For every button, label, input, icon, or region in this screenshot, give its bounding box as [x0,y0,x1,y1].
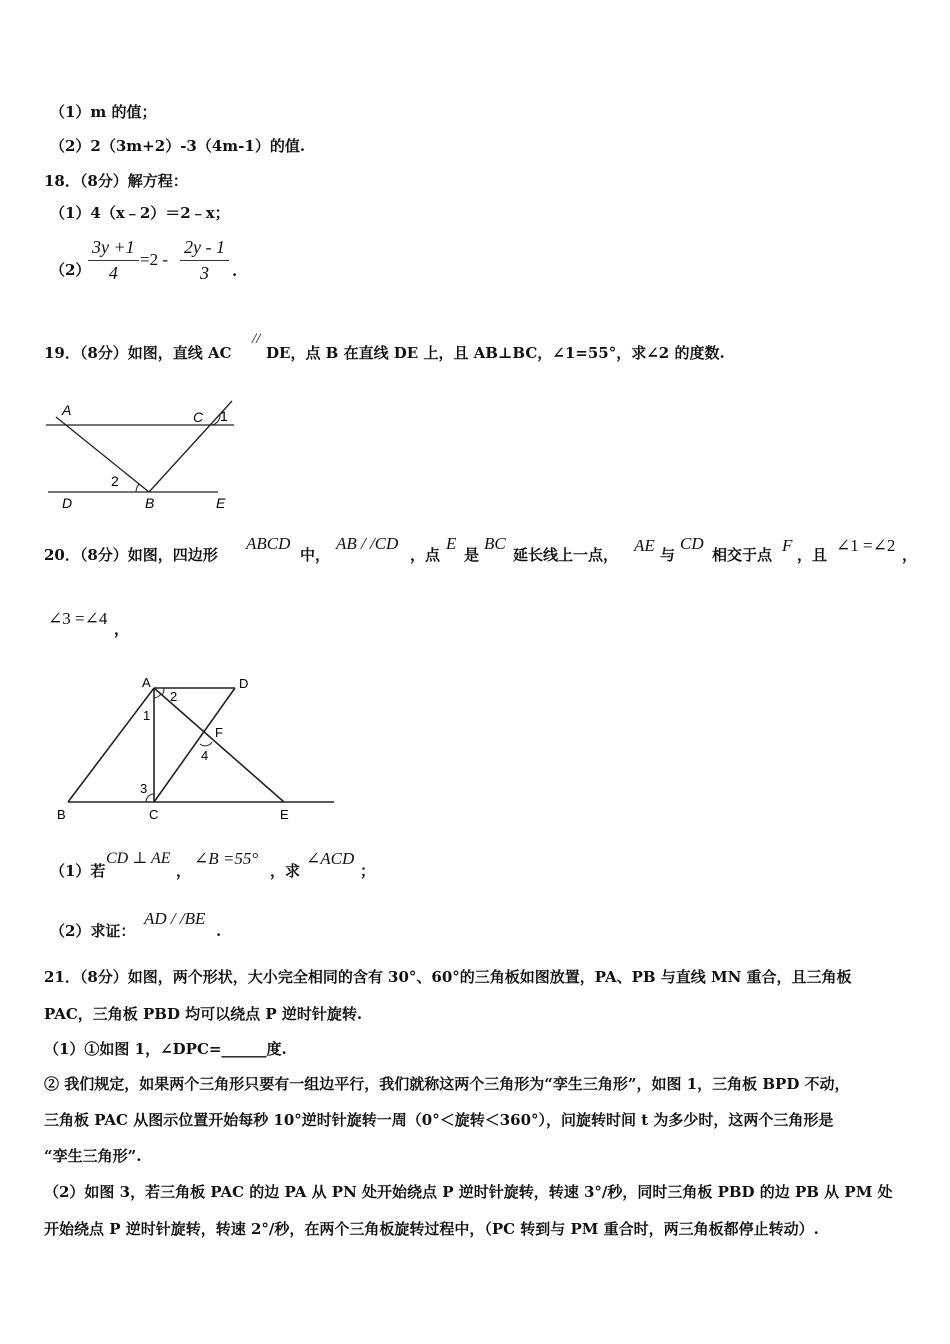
label-angle-2: 2 [170,689,178,704]
label-angle-3: 3 [140,781,148,796]
q20-zhong: 中， [300,546,331,564]
q20-ae: AE [634,536,655,555]
q20-ab-parallel-cd: AB / /CD [336,534,399,553]
segment-ae [154,688,284,802]
label-b: B [57,807,66,822]
label-e: E [280,807,289,822]
q21-line8: 开始绕点 P 逆时针旋转，转速 2°/秒，在两个三角板旋转过程中，（PC 转到与 PM 重合时，两三角板都停止转动）. [44,1220,819,1238]
fraction-1-numerator: 3y +1 [88,237,139,261]
label-d: D [62,495,73,511]
label-a: A [142,675,151,690]
q20-part1-qiu: ，求 [270,862,301,880]
q18-part1: （1）4（x﹣2）＝2﹣x； [50,204,230,222]
q21-line1: 21．（8分）如图，两个形状，大小完全相同的含有 30°、60°的三角板如图放置，PA、PB 与直线 MN 重合，且三角板 [44,968,852,986]
q20-part1-comma: ， [176,862,192,880]
q20-yu: 与 [660,546,676,564]
q18-equals-two-minus: =2 - [140,250,168,269]
q20-part1-cond2: ∠B =55° [194,849,259,868]
fraction-1-denominator: 4 [108,263,118,283]
label-c: C [193,409,204,425]
q20-angle12: ∠1 =∠2 [836,536,896,555]
q20-e: E [446,534,457,553]
angle-2-arc [136,484,139,492]
q21-line2: PAC，三角板 PBD 均可以绕点 P 逆时针旋转. [44,1005,363,1023]
segment-cd [154,688,235,802]
q20-xiangjiao: 相交于点 [712,546,773,564]
q21-line4: ② 我们规定，如果两个三角形只要有一组边平行，我们就称这两个三角形为“孪生三角形”，如图 1，三角板 BPD 不动， [44,1075,850,1093]
label-angle-4: 4 [201,748,209,763]
q20-f: F [782,536,793,555]
q21-line5: 三角板 PAC 从图示位置开始每秒 10°逆时针旋转一周（0°＜旋转＜360°），问旋转时间 t 为多少时，这两个三角形是 [44,1111,834,1129]
q20-part1-end: ； [360,862,376,880]
q20-part2-statement: AD / /BE [144,909,206,928]
label-angle-1: 1 [143,708,151,723]
q21-line7: （2）如图 3，若三角板 PAC 的边 PA 从 PN 处开始绕点 P 逆时针旋转，转速 3°/秒，同时三角板 PBD 的边 PB 从 PM 处 [44,1183,893,1201]
q20-figure [50,672,340,827]
q19-figure [40,395,240,515]
q20-bc: BC [484,534,506,553]
q20-qie: ，且 [797,546,828,564]
q20-comma: ， [902,546,918,564]
q19-parallel-symbol: // [252,331,261,347]
q20-abcd: ABCD [246,534,291,553]
label-d: D [239,676,249,691]
fraction-2-denominator: 3 [199,263,209,283]
label-c: C [149,807,159,822]
q21-line3: （1）①如图 1，∠DPC=______度. [44,1040,287,1058]
q20-yanchang: 延长线上一点， [513,546,619,564]
q18-period: . [232,262,238,280]
label-angle-2: 2 [111,473,119,489]
segment-ab [56,417,149,492]
q20-part1-target: ∠ACD [306,849,355,868]
label-angle-1: 1 [220,408,228,424]
angle-2-arc [162,688,164,695]
angle-1-arc [154,694,161,698]
label-e: E [216,495,226,511]
q18-title: 18．（8分）解方程： [44,172,188,190]
q20-part2-label: （2）求证： [50,922,136,940]
fraction-2-numerator: 2y - 1 [180,237,229,261]
q17-part1: （1）m 的值； [50,103,157,121]
q18-fraction-1 [88,237,139,284]
q20-part2-end: . [216,922,222,940]
label-a: A [62,402,72,418]
q20-dian: ，点 [410,546,441,564]
q20-cd: CD [680,534,704,553]
label-f: F [215,725,223,740]
q20-angle34: ∠3 =∠4 [48,609,108,628]
q19-title: 19．（8分）如图，直线 AC [44,344,232,362]
q18-fraction-2 [180,237,229,284]
q18-part2-label: （2） [50,261,91,279]
q19-statement: DE，点 B 在直线 DE 上，且 AB⊥BC，∠1=55°，求∠2 的度数. [266,344,725,362]
angle-4-arc [200,742,212,746]
label-b: B [145,495,155,511]
q20-part1-cond1: CD ⊥ AE [106,850,171,867]
q21-line6: “孪生三角形”. [44,1147,142,1165]
q17-part2: （2）2（3m+2）-3（4m-1）的值. [50,137,306,155]
q20-title: 20．（8分）如图，四边形 [44,546,218,564]
q20-comma2: ， [114,620,130,638]
q20-shi: 是 [464,546,480,564]
q20-part1-label: （1）若 [50,862,106,880]
